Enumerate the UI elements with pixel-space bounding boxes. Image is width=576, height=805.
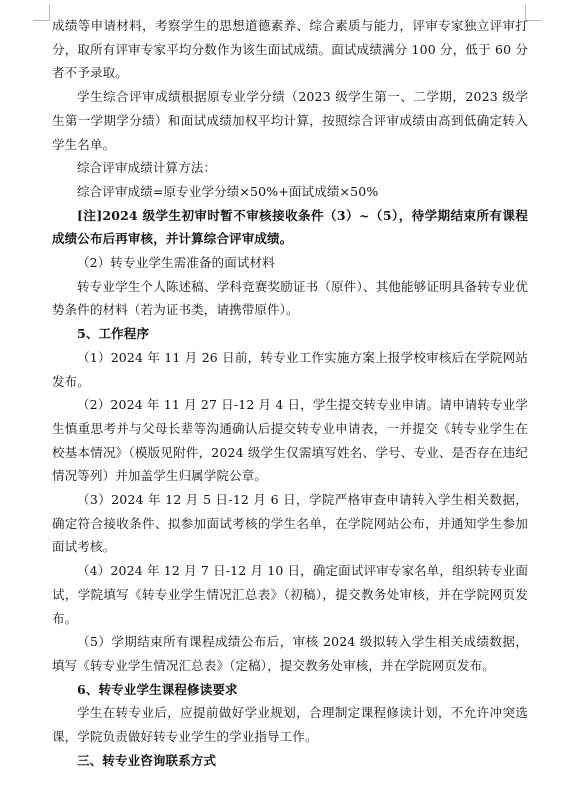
procedure-step-4: （4）2024 年 12 月 7 日-12 月 10 日，确定面试评审专家名单，组织转专业面试，学院填写《转专业学生情况汇总表》（初稿），提交教务处审核，并在学院网页发布。 bbox=[52, 563, 528, 626]
procedure-step-3: （3）2024 年 12 月 5 日-12 月 6 日，学院严格审查申请转入学生相关数据，确定符合接收条件、拟参加面试考核的学生名单，在学院网站公布，并通知学生参加面试考核。 bbox=[52, 492, 528, 555]
page-corner-mark-left bbox=[33, 4, 50, 21]
procedure-step-2: （2）2024 年 11 月 27 日-12 月 4 日，学生提交转专业申请。请申请转专业学生慎重思考并与父母长辈等沟通确认后提交转专业申请表，一并提交《转专业学生在校基本情况》（模版见附件，2024 级学生仅需填写姓名、学号、专业、是否存在违纪情况等列）并加盖学生归属学院公章。 bbox=[52, 397, 528, 484]
document-body bbox=[52, 14, 528, 773]
section-heading-procedure: 5、工作程序 bbox=[77, 326, 150, 342]
paragraph-comprehensive-score: 学生综合评审成绩根据原专业学分绩（2023 级学生第一、二学期，2023 级学生第一学期学分绩）和面试成绩加权平均计算，按照综合评审成绩由高到低确定转入学生名单。 bbox=[52, 89, 528, 152]
paragraph-formula: 综合评审成绩=原专业学分绩×50%+面试成绩×50% bbox=[77, 183, 379, 199]
section-heading-contact: 三、转专业咨询联系方式 bbox=[77, 752, 217, 768]
procedure-step-5: （5）学期结束所有课程成绩公布后，审核 2024 级拟转入学生相关成绩数据，填写《转专业学生情况汇总表》（定稿），提交教务处审核，并在学院网页发布。 bbox=[52, 634, 528, 673]
section-heading-course-requirements: 6、转专业学生课程修读要求 bbox=[77, 681, 238, 697]
paragraph-formula-title: 综合评审成绩计算方法： bbox=[77, 160, 217, 176]
subheading-interview-materials: （2）转专业学生需准备的面试材料 bbox=[77, 255, 275, 271]
paragraph-note: [注]2024 级学生初审时暂不审核接收条件（3）~（5），待学期结束所有课程成绩公布后再审核，并计算综合评审成绩。 bbox=[52, 207, 528, 247]
paragraph-interview-scoring: 成绩等申请材料，考察学生的思想道德素养、综合素质与能力，评审专家独立评审打分，取所有评审专家平均分数作为该生面试成绩。面试成绩满分 100 分，低于 60 分者不予录取。 bbox=[52, 18, 528, 81]
paragraph-interview-materials: 转专业学生个人陈述稿、学科竞赛奖励证书（原件）、其他能够证明具备转专业优势条件的材料（若为证书类，请携带原件）。 bbox=[52, 278, 528, 318]
procedure-step-1: （1）2024 年 11 月 26 日前，转专业工作实施方案上报学校审核后在学院网站发布。 bbox=[52, 349, 528, 389]
paragraph-course-requirements: 学生在转专业后，应提前做好学业规划，合理制定课程修读计划，不允许冲突选课，学院负责做好转专业学生的学业指导工作。 bbox=[52, 705, 528, 745]
